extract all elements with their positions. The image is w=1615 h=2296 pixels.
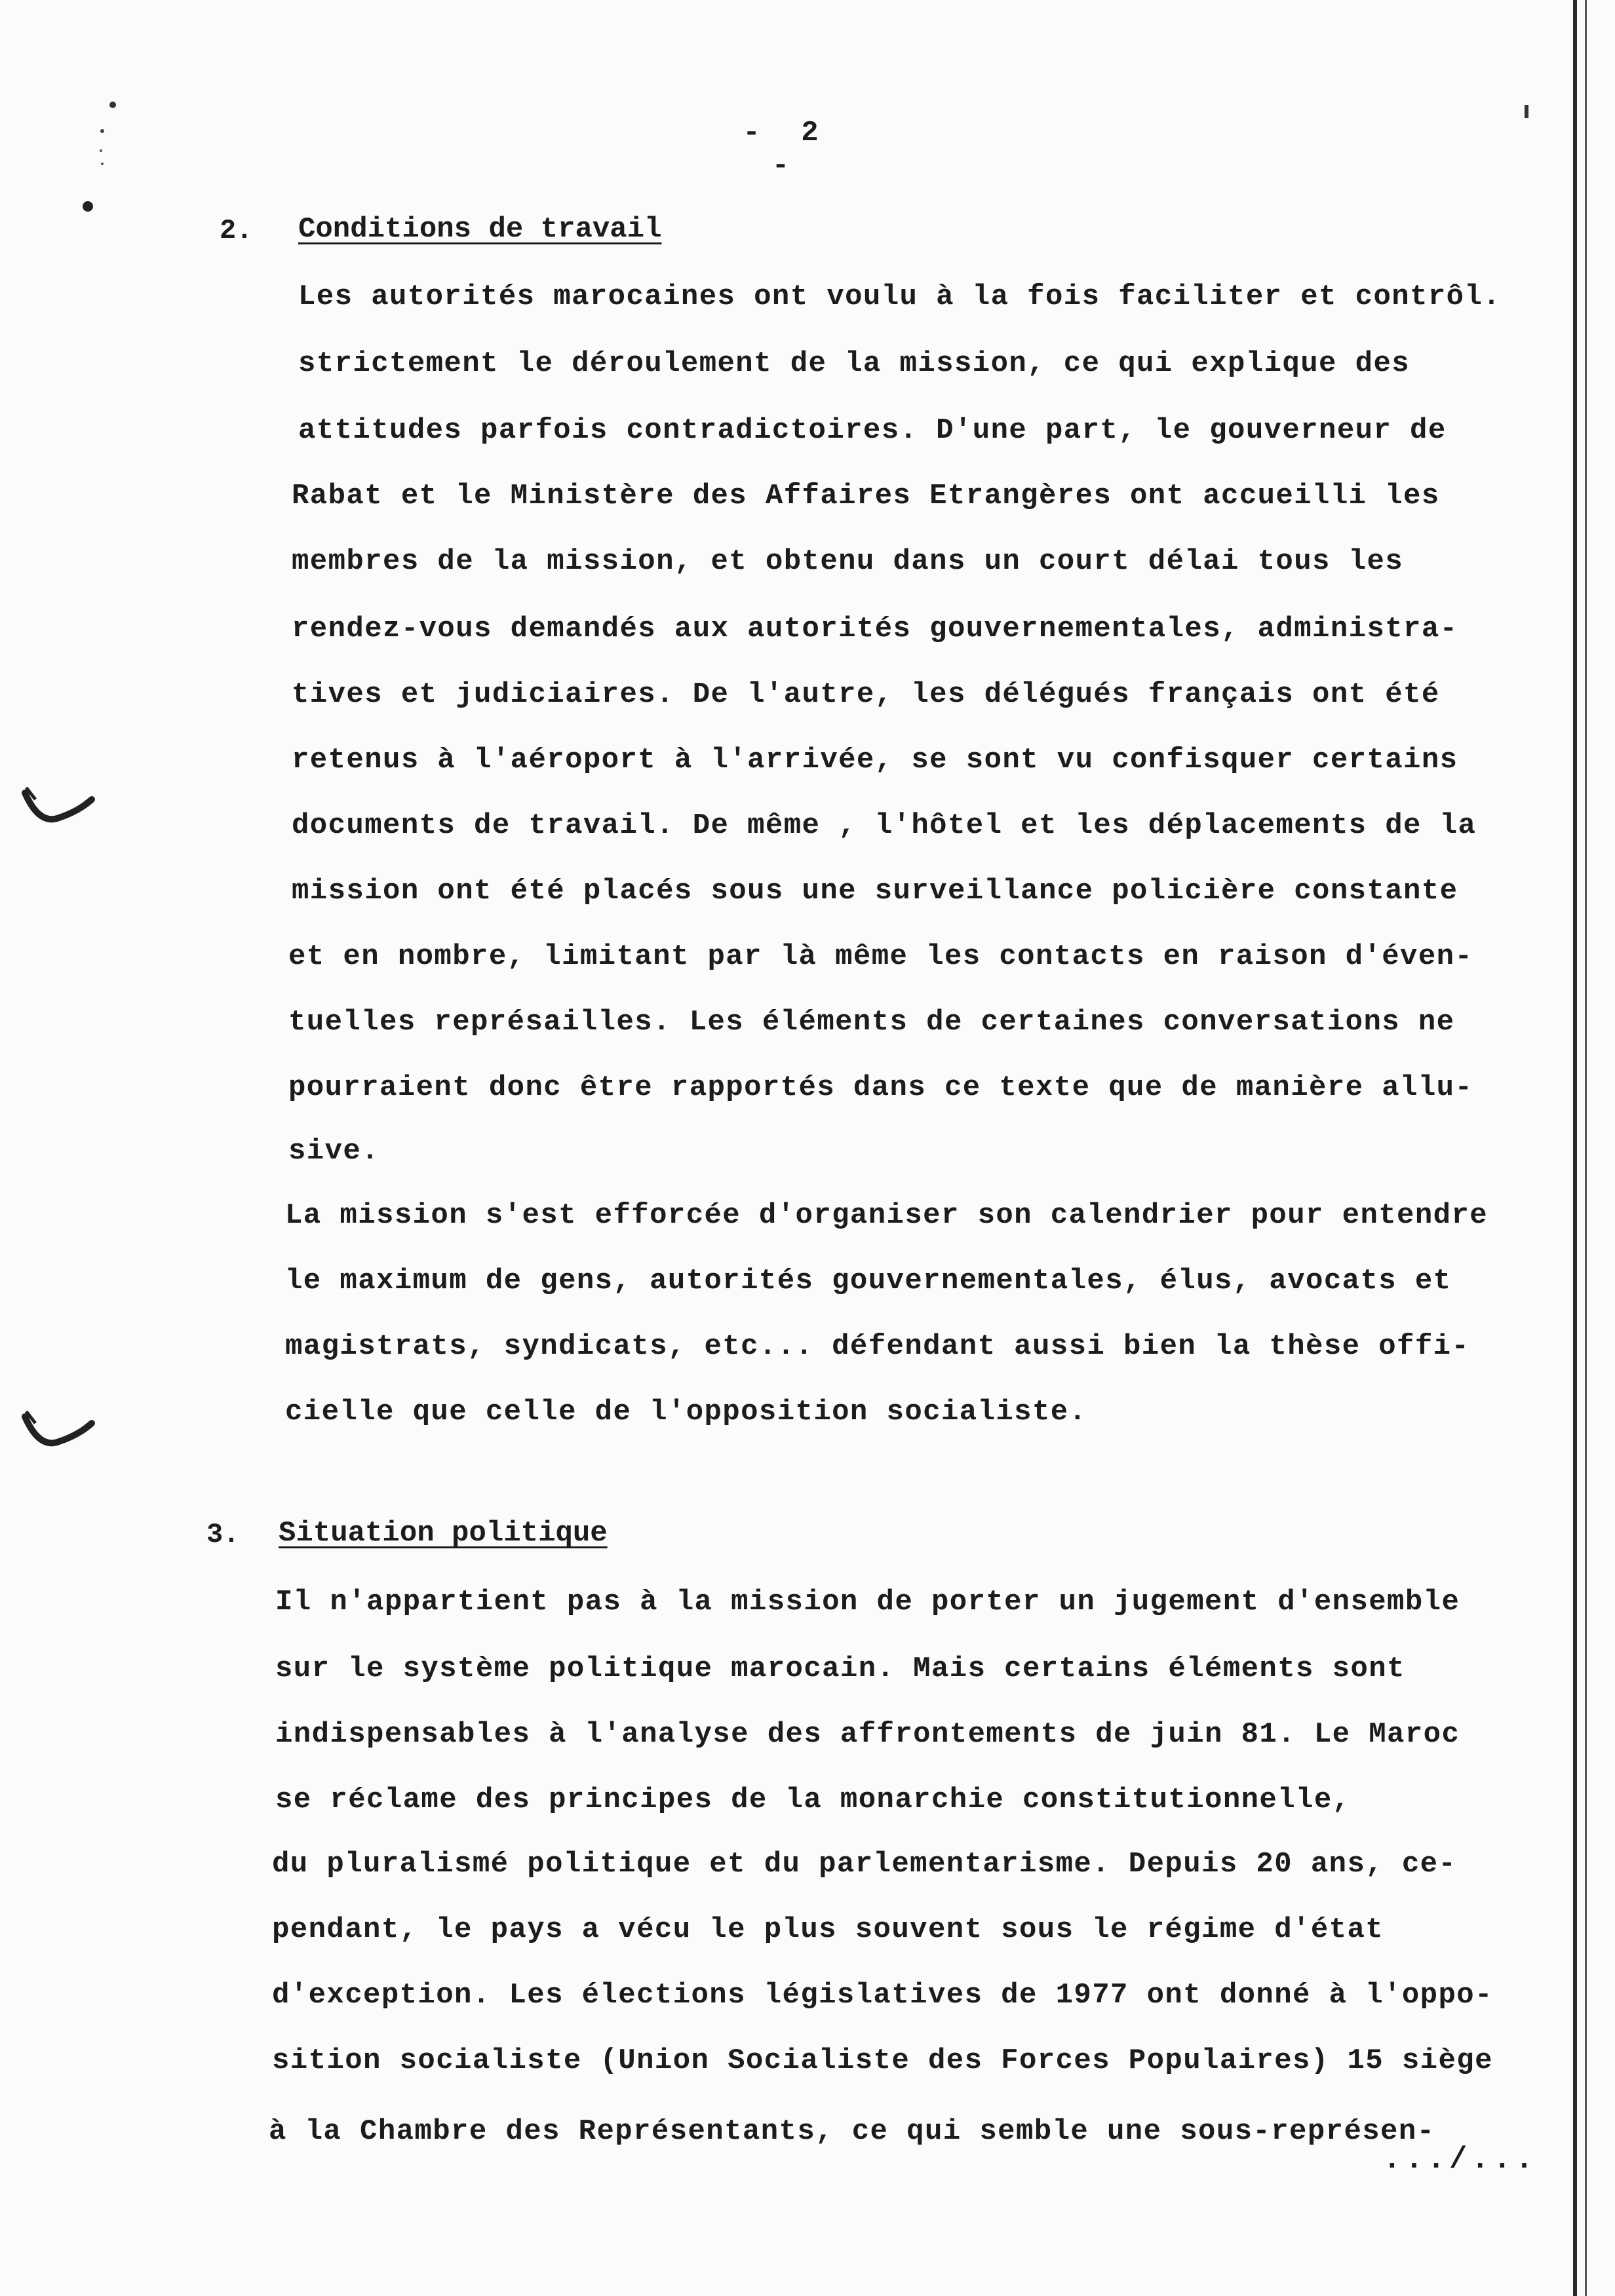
paragraph-line: La mission s'est efforcée d'organiser son calendrier pour entendre bbox=[285, 1199, 1489, 1232]
paragraph-line: d'exception. Les élections législatives de 1977 ont donné à l'oppo- bbox=[272, 1979, 1493, 2012]
paragraph-line: membres de la mission, et obtenu dans un court délai tous les bbox=[292, 545, 1404, 578]
paragraph-line: du pluralismé politique et du parlementarisme. Depuis 20 ans, ce- bbox=[272, 1848, 1457, 1881]
paragraph-line: retenus à l'aéroport à l'arrivée, se sont vu confisquer certains bbox=[292, 744, 1458, 776]
margin-dots-icon bbox=[79, 92, 118, 223]
section-2-number: 2. bbox=[220, 215, 253, 246]
paragraph-line: documents de travail. De même , l'hôtel et les déplacements de la bbox=[292, 809, 1477, 842]
binding-edge bbox=[1573, 0, 1577, 2296]
paragraph-line: tives et judiciaires. De l'autre, les délégués français ont été bbox=[292, 678, 1440, 711]
paragraph-line: se réclame des principes de la monarchie constitutionnelle, bbox=[275, 1784, 1351, 1816]
section-3-number: 3. bbox=[206, 1519, 240, 1550]
paragraph-line: pourraient donc être rapportés dans ce texte que de manière allu- bbox=[288, 1071, 1473, 1104]
paragraph-line: sition socialiste (Union Socialiste des Forces Populaires) 15 siège bbox=[272, 2044, 1493, 2077]
page-number: - 2 - bbox=[743, 117, 830, 182]
paragraph-line: strictement le déroulement de la mission, ce qui explique des bbox=[298, 347, 1411, 380]
paragraph-line: le maximum de gens, autorités gouvernementales, élus, avocats et bbox=[285, 1265, 1452, 1297]
binding-edge-shadow bbox=[1585, 0, 1587, 2296]
paragraph-line: cielle que celle de l'opposition socialiste. bbox=[285, 1396, 1087, 1428]
continuation-marker: .../... bbox=[1383, 2143, 1538, 2177]
paragraph-line: sive. bbox=[288, 1135, 380, 1168]
paragraph-line: pendant, le pays a vécu le plus souvent sous le régime d'état bbox=[272, 1913, 1384, 1946]
paragraph-line: magistrats, syndicats, etc... défendant aussi bien la thèse offi- bbox=[285, 1330, 1470, 1363]
section-3-title: Situation politique bbox=[279, 1517, 608, 1550]
paragraph-line: sur le système politique marocain. Mais certains éléments sont bbox=[275, 1653, 1405, 1685]
paragraph-line: indispensables à l'analyse des affrontements de juin 81. Le Maroc bbox=[275, 1718, 1460, 1751]
margin-tick-icon bbox=[13, 780, 98, 839]
paragraph-line: rendez-vous demandés aux autorités gouvernementales, administra- bbox=[292, 613, 1458, 645]
paragraph-line: attitudes parfois contradictoires. D'une part, le gouverneur de bbox=[298, 414, 1447, 447]
paragraph-line: Les autorités marocaines ont voulu à la fois faciliter et contrôl. bbox=[298, 280, 1502, 313]
paragraph-line: à la Chambre des Représentants, ce qui semble une sous-représen- bbox=[269, 2115, 1435, 2148]
paragraph-line: Rabat et le Ministère des Affaires Etrangères ont accueilli les bbox=[292, 480, 1440, 512]
margin-tick-icon bbox=[13, 1402, 98, 1461]
paragraph-line: Il n'appartient pas à la mission de porter un jugement d'ensemble bbox=[275, 1586, 1460, 1618]
paragraph-line: et en nombre, limitant par là même les contacts en raison d'éven- bbox=[288, 940, 1473, 973]
paragraph-line: mission ont été placés sous une surveillance policière constante bbox=[292, 875, 1458, 908]
paragraph-line: tuelles représailles. Les éléments de certaines conversations ne bbox=[288, 1006, 1455, 1039]
section-2-title: Conditions de travail bbox=[298, 213, 662, 246]
scan-speck bbox=[1525, 105, 1528, 118]
